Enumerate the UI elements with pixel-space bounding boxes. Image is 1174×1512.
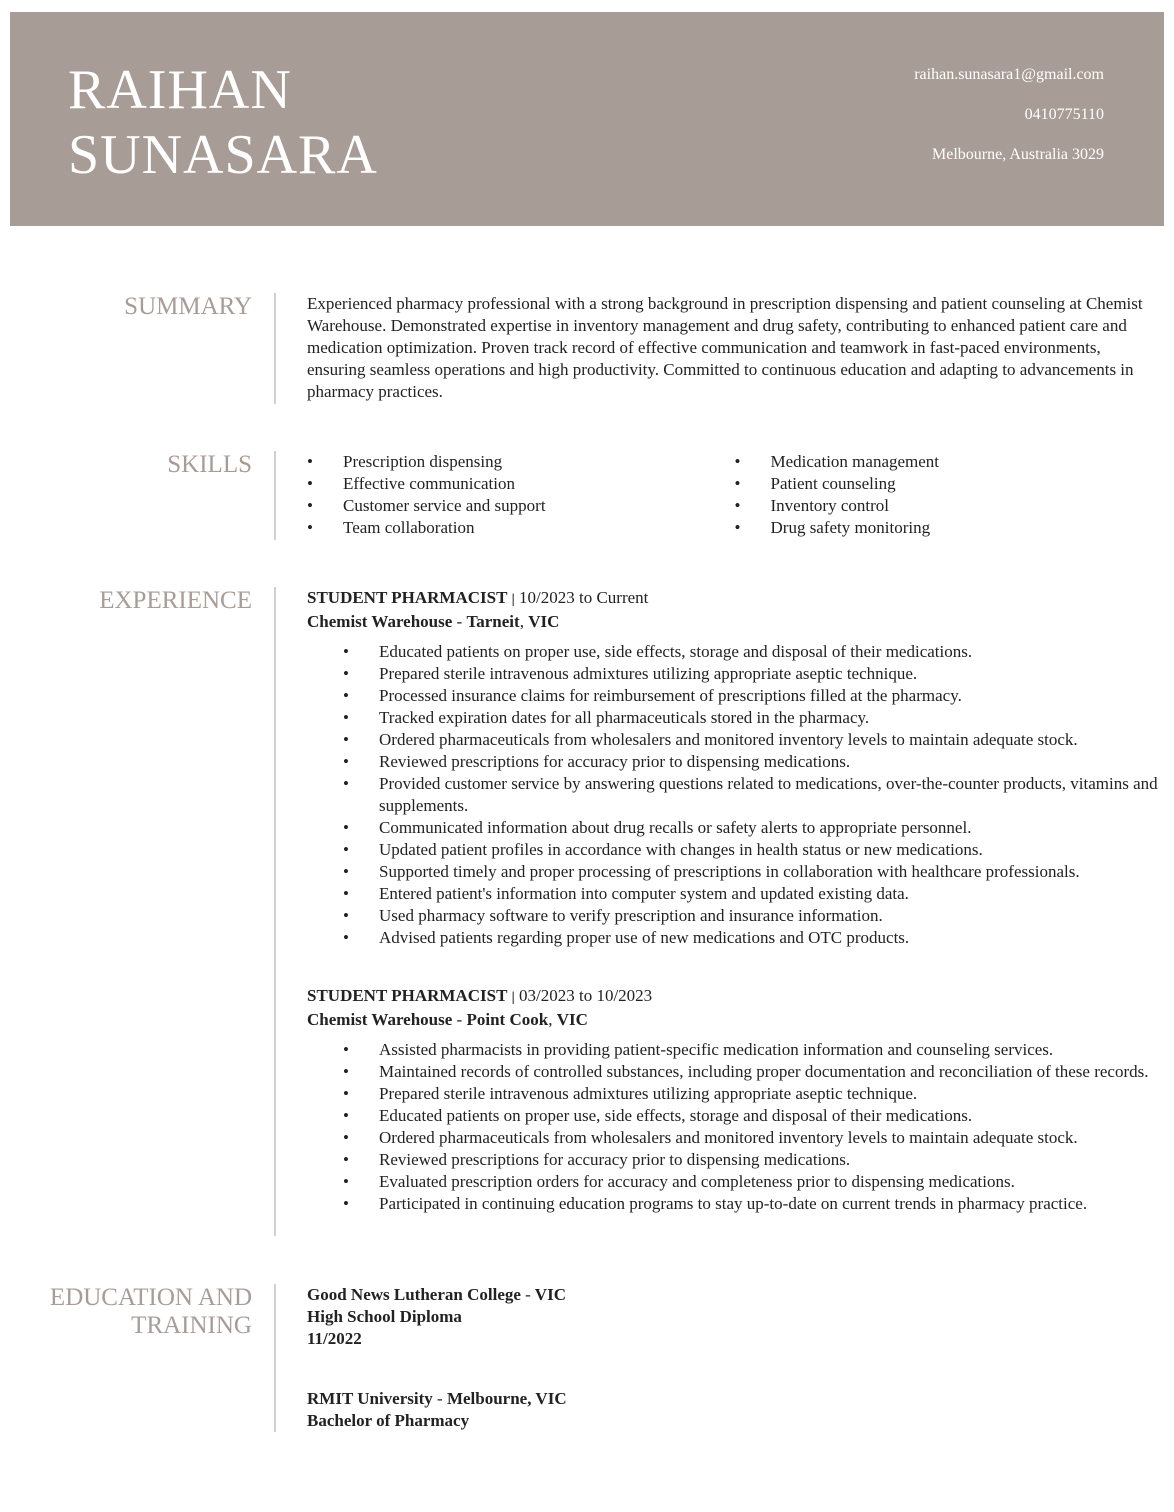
job-company-line: Chemist Warehouse - Point Cook, VIC xyxy=(307,1010,588,1029)
section-divider xyxy=(274,1284,276,1432)
job-dates: 10/2023 to Current xyxy=(519,588,649,607)
job-separator: | xyxy=(511,990,515,1005)
job-title: STUDENT PHARMACIST xyxy=(307,588,508,607)
job-city: Tarneit xyxy=(466,612,520,631)
contact-location: Melbourne, Australia 3029 xyxy=(932,146,1104,163)
education-heading-line2: TRAINING xyxy=(131,1312,252,1339)
job-state: VIC xyxy=(528,612,560,631)
job-duties-list xyxy=(307,641,1162,949)
skill-item: • Effective communication xyxy=(307,473,735,495)
job-title-line xyxy=(307,587,1162,611)
skill-item: • Prescription dispensing xyxy=(307,451,735,473)
list-item: • Entered patient's information into computer system and updated existing data. xyxy=(307,883,1162,905)
last-name: SUNASARA xyxy=(68,124,378,186)
job-state: VIC xyxy=(556,1010,588,1029)
experience-heading: EXPERIENCE xyxy=(99,587,252,614)
contact-phone: 0410775110 xyxy=(1024,106,1104,123)
education-school-line: RMIT University - Melbourne, VIC xyxy=(307,1389,567,1408)
job-dash: - xyxy=(456,1010,463,1029)
education-entry xyxy=(307,1284,1162,1350)
section-divider xyxy=(274,293,276,404)
education-heading xyxy=(50,1284,252,1340)
job-city: Point Cook xyxy=(466,1010,549,1029)
list-item: • Reviewed prescriptions for accuracy prior to dispensing medications. xyxy=(307,1149,1162,1171)
summary-body xyxy=(307,293,1162,403)
list-item: • Provided customer service by answering questions related to medications, over-the-counter products, vitamins and supplements. xyxy=(307,773,1162,817)
education-school: Good News Lutheran College xyxy=(307,1285,521,1304)
list-item: • Educated patients on proper use, side effects, storage and disposal of their medications. xyxy=(307,641,1162,663)
skills-body xyxy=(307,451,1162,539)
contact-email: raihan.sunasara1@gmail.com xyxy=(914,66,1104,83)
list-item: • Ordered pharmaceuticals from wholesalers and monitored inventory levels to maintain adequate stock. xyxy=(307,729,1162,751)
job-entry xyxy=(307,587,1162,949)
education-degree: Bachelor of Pharmacy xyxy=(307,1411,470,1430)
job-separator: | xyxy=(511,592,515,607)
list-item: • Advised patients regarding proper use of new medications and OTC products. xyxy=(307,927,1162,949)
job-dash: - xyxy=(456,612,463,631)
skill-item: • Drug safety monitoring xyxy=(735,517,1163,539)
skills-heading: SKILLS xyxy=(167,451,252,478)
job-company: Chemist Warehouse xyxy=(307,612,453,631)
skill-item: • Team collaboration xyxy=(307,517,735,539)
section-divider xyxy=(274,451,276,540)
list-item: • Processed insurance claims for reimbursement of prescriptions filled at the pharmacy. xyxy=(307,685,1162,707)
first-name: RAIHAN xyxy=(68,59,292,121)
list-item: • Educated patients on proper use, side effects, storage and disposal of their medications. xyxy=(307,1105,1162,1127)
job-company: Chemist Warehouse xyxy=(307,1010,453,1029)
education-entry xyxy=(307,1388,1162,1432)
list-item: • Communicated information about drug recalls or safety alerts to appropriate personnel. xyxy=(307,817,1162,839)
list-item: • Evaluated prescription orders for accuracy and completeness prior to dispensing medications. xyxy=(307,1171,1162,1193)
list-item: • Reviewed prescriptions for accuracy prior to dispensing medications. xyxy=(307,751,1162,773)
job-duties-list xyxy=(307,1039,1162,1215)
resume-header xyxy=(10,12,1164,226)
skills-list-right xyxy=(735,451,1163,539)
list-item: • Tracked expiration dates for all pharmaceuticals stored in the pharmacy. xyxy=(307,707,1162,729)
skill-item: • Patient counseling xyxy=(735,473,1163,495)
list-item: • Maintained records of controlled substances, including proper documentation and reconciliation of these records. xyxy=(307,1061,1162,1083)
list-item: • Prepared sterile intravenous admixtures utilizing appropriate aseptic technique. xyxy=(307,663,1162,685)
education-degree: High School Diploma xyxy=(307,1307,462,1326)
job-company-line: Chemist Warehouse - Tarneit, VIC xyxy=(307,612,560,631)
summary-heading: SUMMARY xyxy=(124,293,252,320)
education-date: 11/2022 xyxy=(307,1329,362,1348)
education-city: Melbourne xyxy=(446,1389,528,1408)
skill-item: • Inventory control xyxy=(735,495,1163,517)
education-location: VIC xyxy=(534,1285,566,1304)
list-item: • Ordered pharmaceuticals from wholesalers and monitored inventory levels to maintain adequate stock. xyxy=(307,1127,1162,1149)
education-dash: - xyxy=(525,1285,531,1304)
education-school: RMIT University xyxy=(307,1389,433,1408)
job-entry xyxy=(307,985,1162,1215)
skill-item: • Customer service and support xyxy=(307,495,735,517)
job-title: STUDENT PHARMACIST xyxy=(307,986,508,1005)
list-item: • Assisted pharmacists in providing patient-specific medication information and counseling services. xyxy=(307,1039,1162,1061)
skills-list-left xyxy=(307,451,735,539)
list-item: • Supported timely and proper processing of prescriptions in collaboration with healthcare professionals. xyxy=(307,861,1162,883)
list-item: • Participated in continuing education programs to stay up-to-date on current trends in pharmacy practice. xyxy=(307,1193,1162,1215)
education-state: VIC xyxy=(535,1389,567,1408)
list-item: • Prepared sterile intravenous admixtures utilizing appropriate aseptic technique. xyxy=(307,1083,1162,1105)
job-dates: 03/2023 to 10/2023 xyxy=(519,986,653,1005)
list-item: • Used pharmacy software to verify prescription and insurance information. xyxy=(307,905,1162,927)
education-heading-line1: EDUCATION AND xyxy=(49,1284,252,1311)
job-title-line xyxy=(307,985,1162,1009)
summary-text: Experienced pharmacy professional with a strong background in prescription dispensing and patient counseling at Chemist Warehouse. Demonstrated expertise in inventory management and drug safety, contributing to enhanced patient care and medication optimization. Proven track record of effective communication and teamwork in fast-paced environments, ensuring seamless operations and high productivity. Committed to continuous education and adapting to advancements in pharmacy practices. xyxy=(307,294,1143,401)
list-item: • Updated patient profiles in accordance with changes in health status or new medications. xyxy=(307,839,1162,861)
skill-item: • Medication management xyxy=(735,451,1163,473)
education-dash: - xyxy=(437,1389,443,1408)
education-school-line xyxy=(307,1284,1162,1306)
section-divider xyxy=(274,587,276,1236)
